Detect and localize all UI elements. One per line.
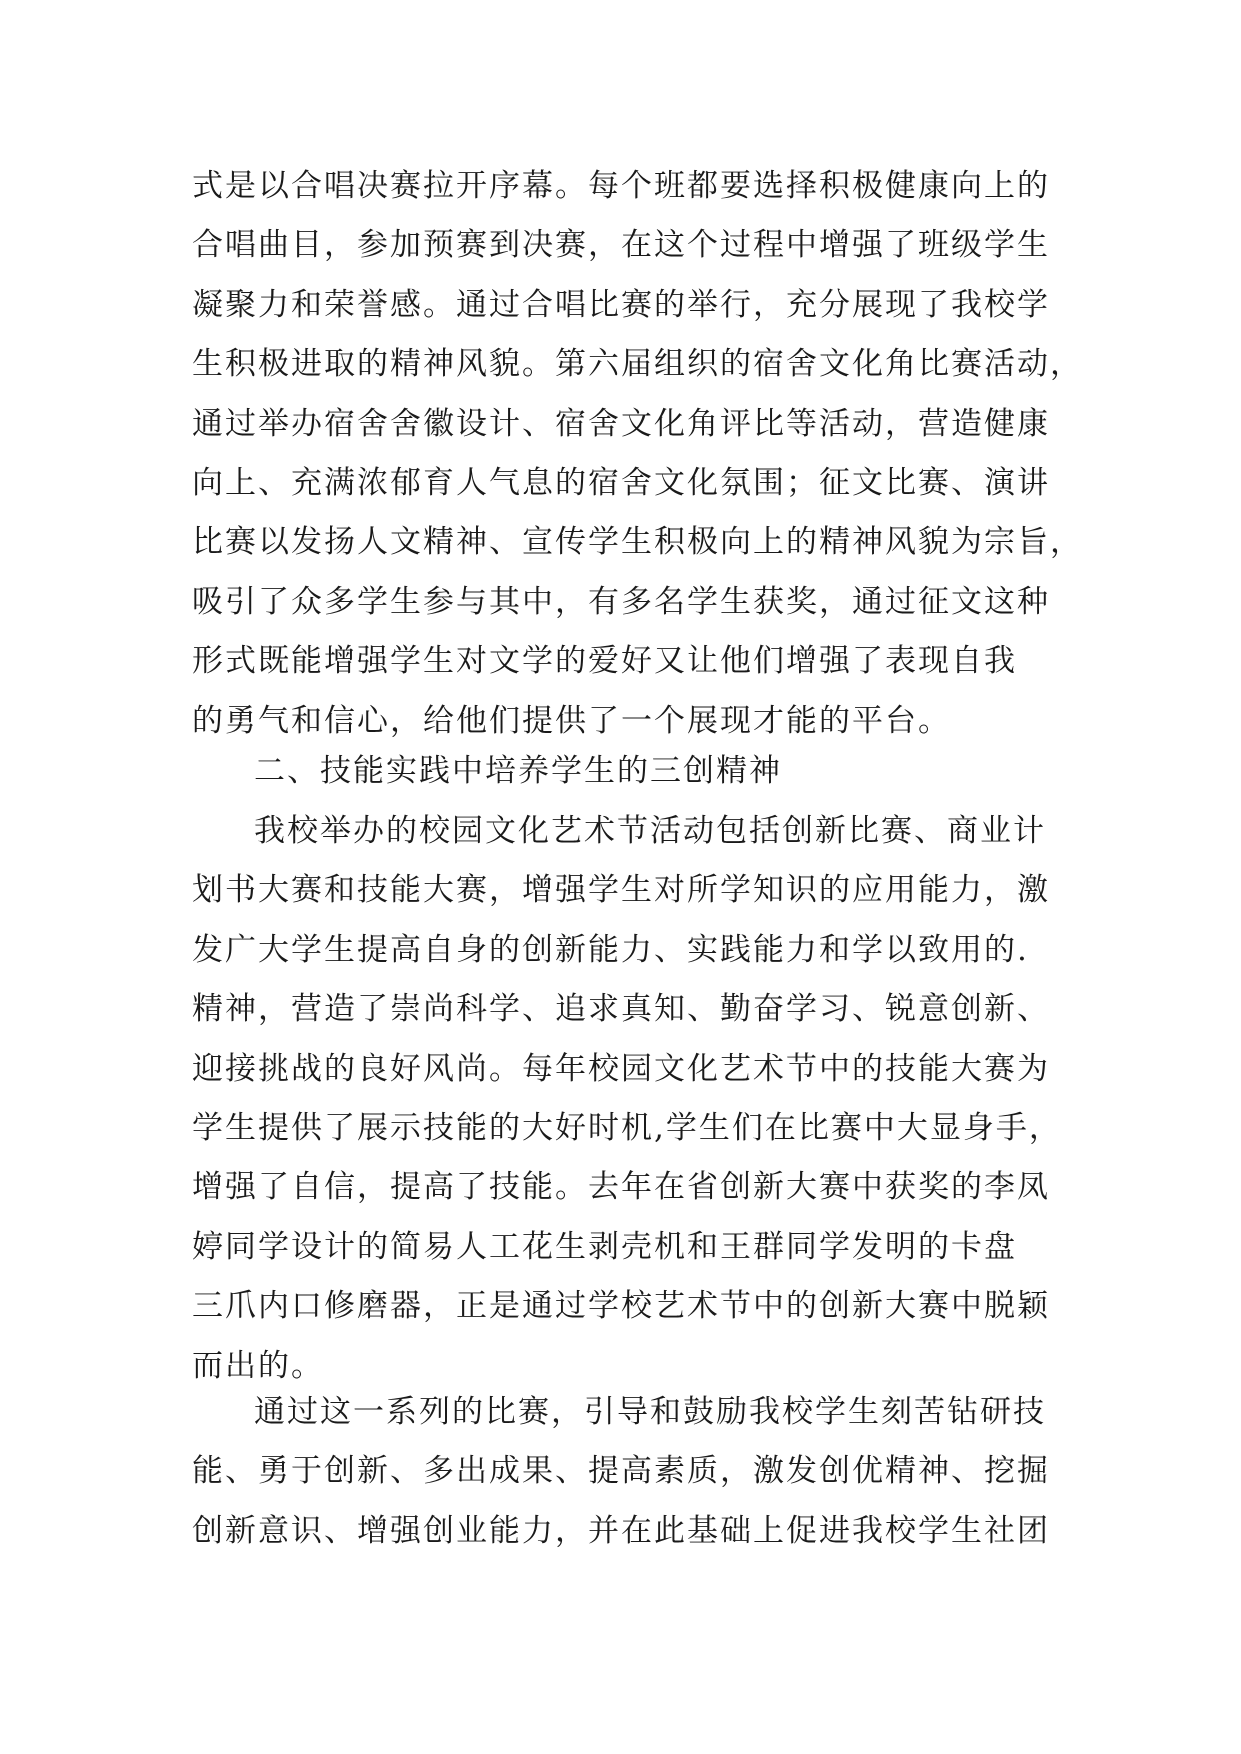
section-heading-text: 二、技能实践中培养学生的三创精神 (254, 753, 782, 789)
paragraph-skills-practice (192, 802, 1062, 1396)
paragraph-line: 能、勇于创新、多出成果、提高素质，激发创优精神、挖掘 (192, 1453, 1050, 1490)
paragraph-line: 婷同学设计的简易人工花生剥壳机和王群同学发明的卡盘 (192, 1228, 1017, 1265)
paragraph-line: 精神，营造了崇尚科学、追求真知、勤奋学习、锐意创新、 (192, 991, 1050, 1028)
paragraph-line: 生积极进取的精神风貌。第六届组织的宿舍文化角比赛活动， (192, 346, 1083, 383)
paragraph-line: 而出的。 (192, 1347, 324, 1384)
paragraph-line: 划书大赛和技能大赛，增强学生对所学知识的应用能力，激 (192, 872, 1050, 909)
paragraph-line: 迎接挑战的良好风尚。每年校园文化艺术节中的技能大赛为 (192, 1050, 1050, 1087)
paragraph-line: 的勇气和信心，给他们提供了一个展现才能的平台。 (192, 702, 951, 739)
paragraph-line: 形式既能增强学生对文学的爱好又让他们增强了表现自我 (192, 643, 1017, 680)
paragraph-line: 增强了自信，提高了技能。去年在省创新大赛中获奖的李凤 (192, 1169, 1050, 1206)
paragraph-line: 学生提供了展示技能的大好时机,学生们在比赛中大显身手， (192, 1109, 1062, 1146)
paragraph-line: 通过举办宿舍舍徽设计、宿舍文化角评比等活动，营造健康 (192, 405, 1050, 442)
paragraph-line: 式是以合唱决赛拉开序幕。每个班都要选择积极健康向上的 (192, 168, 1050, 204)
paragraph-line: 凝聚力和荣誉感。通过合唱比赛的举行，充分展现了我校学 (192, 286, 1050, 323)
paragraph-line: 通过这一系列的比赛，引导和鼓励我校学生刻苦钻研技 (254, 1394, 1046, 1430)
section-heading (254, 742, 1114, 801)
paragraph-line: 比赛以发扬人文精神、宣传学生积极向上的精神风貌为宗旨， (192, 524, 1083, 561)
paragraph-line: 我校举办的校园文化艺术节活动包括创新比赛、商业计 (254, 813, 1046, 849)
paragraph-line: 吸引了众多学生参与其中，有多名学生获奖，通过征文这种 (192, 583, 1050, 620)
paragraph-line: 合唱曲目，参加预赛到决赛，在这个过程中增强了班级学生 (192, 227, 1050, 264)
paragraph-line: 三爪内口修磨器，正是通过学校艺术节中的创新大赛中脱颖 (192, 1288, 1050, 1325)
paragraph-competition-summary (192, 1383, 1052, 1561)
paragraph-choir-and-dormitory (192, 157, 1083, 751)
paragraph-line: 创新意识、增强创业能力，并在此基础上促进我校学生社团 (192, 1512, 1050, 1549)
paragraph-line: 发广大学生提高自身的创新能力、实践能力和学以致用的. (192, 931, 1029, 968)
paragraph-line: 向上、充满浓郁育人气息的宿舍文化氛围；征文比赛、演讲 (192, 464, 1050, 501)
